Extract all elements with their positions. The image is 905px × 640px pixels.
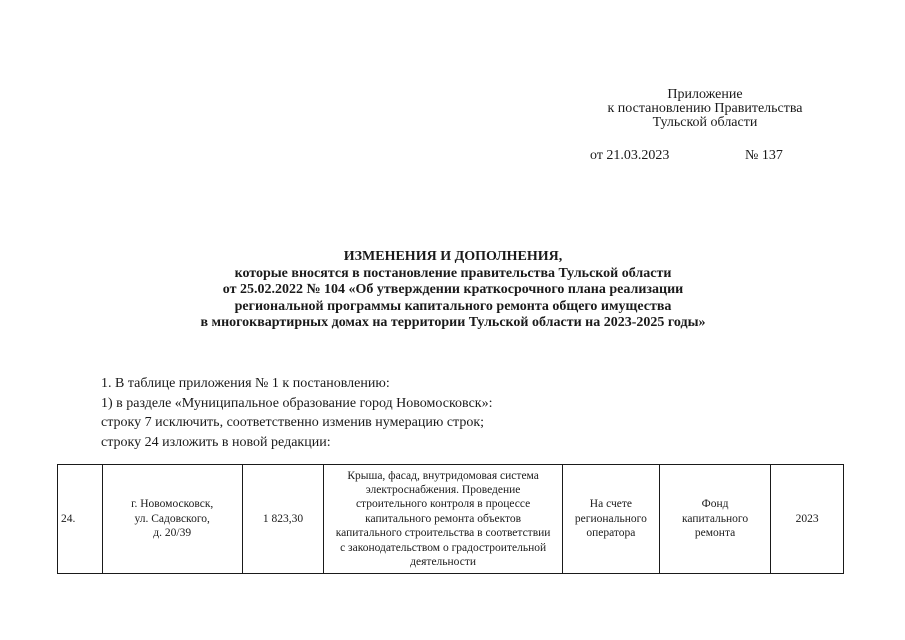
appendix-line: Приложение <box>667 87 743 102</box>
table-row <box>58 465 844 574</box>
title-line: от 25.02.2022 № 104 «Об утверждении краткосрочного плана реализации <box>222 282 684 298</box>
body-line: 1. В таблице приложения № 1 к постановлению: <box>101 376 390 391</box>
body-line: 1) в разделе «Муниципальное образование город Новомосковск»: <box>101 395 493 411</box>
row-number: 24. <box>61 512 76 525</box>
body-line: строку 7 исключить, соответственно изменив нумерацию строк; <box>101 415 485 430</box>
title-line: ИЗМЕНЕНИЯ И ДОПОЛНЕНИЯ, <box>343 249 563 264</box>
appendix-line: к постановлению Правительства <box>607 101 803 116</box>
title-line: региональной программы капитального ремонта общего имущества <box>234 298 672 314</box>
body-paragraphs <box>101 374 493 452</box>
title-line: которые вносятся в постановление правительства Тульской области <box>234 265 672 281</box>
appendix-line: Тульской области <box>652 115 758 130</box>
decree-number: № 137 <box>745 148 783 163</box>
document-title <box>150 249 756 332</box>
body-line: строку 24 изложить в новой редакции: <box>101 434 331 450</box>
fund-cell: Фонд капитального ремонта <box>659 465 770 574</box>
year-cell: 2023 <box>771 465 844 574</box>
title-line: в многоквартирных домах на территории Тульской области на 2023-2025 годы» <box>200 315 706 331</box>
appendix-header <box>585 88 825 130</box>
amendment-table <box>57 464 844 574</box>
works-cell: Крыша, фасад, внутридомовая система электроснабжения. Проведение строительного контроля в процессе капитального ремонта объектов капитального строительства в соответствии с законодательством о градостроительной деятельности <box>324 465 562 574</box>
decree-date: от 21.03.2023 <box>590 148 670 163</box>
account-cell: На счете регионального оператора <box>562 465 659 574</box>
area-cell: 1 823,30 <box>242 465 324 574</box>
address-cell: г. Новомосковск, ул. Садовского, д. 20/39 <box>102 465 242 574</box>
row-number-cell <box>58 465 103 574</box>
